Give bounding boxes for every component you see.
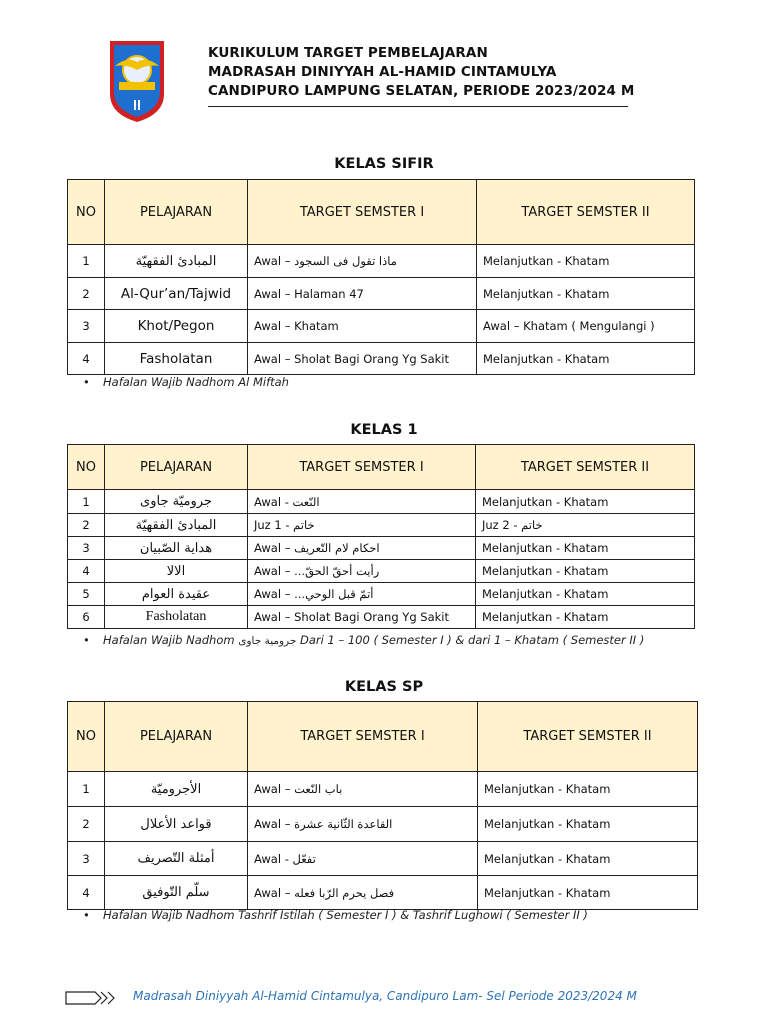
table-row xyxy=(68,807,698,842)
row-pelajaran: سلّم التّوفيق xyxy=(105,876,248,910)
note-text-arabic: جرومية جاوى xyxy=(238,635,297,647)
table-row xyxy=(68,842,698,876)
row-pelajaran: هداية الصّبيان xyxy=(105,537,248,560)
row-sem1 xyxy=(248,842,478,876)
sem1-arabic: ماذا تقول فى السجود xyxy=(294,254,397,268)
sem2-prefix: Juz 2 - xyxy=(482,518,518,532)
row-no: 2 xyxy=(68,278,105,310)
header-sem2: TARGET SEMSTER II xyxy=(478,702,698,772)
header-pelajaran: PELAJARAN xyxy=(105,702,248,772)
row-no: 4 xyxy=(68,560,105,583)
row-sem1 xyxy=(248,560,476,583)
row-no: 4 xyxy=(68,343,105,375)
header-line-1: KURIKULUM TARGET PEMBELAJARAN xyxy=(208,45,488,61)
note-kelas1: • Hafalan Wajib Nadhom جرومية جاوى Dari 1 – 100 ( Semester I ) & dari 1 – Khatam ( Semester II ) xyxy=(83,633,645,647)
header-no: NO xyxy=(68,180,105,245)
row-no: 3 xyxy=(68,310,105,343)
sem1-arabic: احكام لام التّعريف xyxy=(294,541,380,555)
note-text: Hafalan Wajib Nadhom Al Miftah xyxy=(103,375,289,389)
table-row xyxy=(68,876,698,910)
table-header-row xyxy=(68,180,695,245)
row-sem2: Melanjutkan - Khatam xyxy=(478,876,698,910)
row-pelajaran: الالا xyxy=(105,560,248,583)
row-pelajaran: Al-Qur’an/Tajwid xyxy=(105,278,248,310)
row-sem2: Melanjutkan - Khatam xyxy=(477,343,695,375)
row-pelajaran: الأجروميّة xyxy=(105,772,248,807)
note-kelassp: • Hafalan Wajib Nadhom Tashrif Istilah ( Semester I ) & Tashrif Lughowi ( Semester II ) xyxy=(83,908,588,922)
table-row xyxy=(68,583,695,606)
table-row xyxy=(68,514,695,537)
header-sem1: TARGET SEMSTER I xyxy=(248,702,478,772)
note-text: Hafalan Wajib Nadhom Tashrif Istilah ( Semester I ) & Tashrif Lughowi ( Semester II ) xyxy=(103,908,588,922)
row-no: 3 xyxy=(68,842,105,876)
sem1-arabic: خاتم xyxy=(293,518,315,532)
page-footer xyxy=(65,988,715,1008)
row-sem2: Melanjutkan - Khatam xyxy=(476,606,695,629)
row-no: 1 xyxy=(68,490,105,514)
row-sem1: Awal – Khatam xyxy=(248,310,477,343)
row-no: 2 xyxy=(68,514,105,537)
row-pelajaran: Khot/Pegon xyxy=(105,310,248,343)
section-title-kelassp: KELAS SP xyxy=(344,679,424,695)
row-pelajaran: Fasholatan xyxy=(105,343,248,375)
sem1-prefix: Awal – xyxy=(254,587,291,601)
row-sem2: Melanjutkan - Khatam xyxy=(477,278,695,310)
sem1-prefix: Juz 1 - xyxy=(254,518,290,532)
note-sifir: • Hafalan Wajib Nadhom Al Miftah xyxy=(83,375,289,389)
row-pelajaran: عقيدة العوام xyxy=(105,583,248,606)
row-sem2: Melanjutkan - Khatam xyxy=(478,772,698,807)
row-sem2: Melanjutkan - Khatam xyxy=(476,560,695,583)
sem1-prefix: Awal – xyxy=(254,782,291,796)
table-row xyxy=(68,560,695,583)
sem1-arabic: أتمّ قبل الوحي... xyxy=(294,587,374,601)
sem1-prefix: Awal – xyxy=(254,541,291,555)
sem1-arabic: النّعت xyxy=(292,494,320,509)
table-sifir xyxy=(67,179,695,375)
row-sem1: Awal – Sholat Bagi Orang Yg Sakit xyxy=(248,343,477,375)
section-title-sifir: KELAS SIFIR xyxy=(334,156,434,172)
header-line-3: CANDIPURO LAMPUNG SELATAN, PERIODE 2023/2024 M xyxy=(208,83,635,99)
table-row xyxy=(68,537,695,560)
sem1-prefix: Awal - xyxy=(254,494,289,509)
table-kelas1 xyxy=(67,444,695,629)
sem1-arabic: فصل يحرم الرّبا فعله xyxy=(294,885,395,900)
row-sem1: Awal – Halaman 47 xyxy=(248,278,477,310)
row-sem1 xyxy=(248,490,476,514)
row-no: 5 xyxy=(68,583,105,606)
row-sem1 xyxy=(248,583,476,606)
row-sem2: Melanjutkan - Khatam xyxy=(476,537,695,560)
row-sem2: Awal – Khatam ( Mengulangi ) xyxy=(477,310,695,343)
row-no: 2 xyxy=(68,807,105,842)
sem1-prefix: Awal – xyxy=(254,564,291,578)
row-sem1 xyxy=(248,245,477,278)
sem1-prefix: Awal – xyxy=(254,885,291,900)
table-row xyxy=(68,278,695,310)
header-sem2: TARGET SEMSTER II xyxy=(476,445,695,490)
table-row xyxy=(68,343,695,375)
row-pelajaran: جروميّة جاوى xyxy=(105,490,248,514)
row-sem2: Melanjutkan - Khatam xyxy=(478,807,698,842)
row-sem1 xyxy=(248,537,476,560)
row-no: 6 xyxy=(68,606,105,629)
row-pelajaran: Fasholatan xyxy=(105,606,248,629)
sem1-arabic: باب النّعت xyxy=(294,782,343,796)
row-pelajaran: المبادئ الفقهيّة xyxy=(105,514,248,537)
row-sem2: Melanjutkan - Khatam xyxy=(476,490,695,514)
sem1-prefix: Awal – xyxy=(254,254,291,268)
row-sem2: Melanjutkan - Khatam xyxy=(478,842,698,876)
table-header-row xyxy=(68,702,698,772)
table-row xyxy=(68,245,695,278)
header-line-2: MADRASAH DINIYYAH AL-HAMID CINTAMULYA xyxy=(208,64,557,80)
header-no: NO xyxy=(68,702,105,772)
row-pelajaran: المبادئ الفقهيّة xyxy=(105,245,248,278)
header-divider xyxy=(208,106,628,107)
sem1-prefix: Awal – xyxy=(254,817,291,831)
row-pelajaran: قواعد الأعلال xyxy=(105,807,248,842)
header-pelajaran: PELAJARAN xyxy=(105,180,248,245)
sem1-arabic: القاعدة الثّانية عشرة xyxy=(294,817,393,831)
row-no: 1 xyxy=(68,772,105,807)
section-title-kelas1: KELAS 1 xyxy=(350,422,418,438)
row-sem1: Awal – Sholat Bagi Orang Yg Sakit xyxy=(248,606,476,629)
row-no: 3 xyxy=(68,537,105,560)
header-no: NO xyxy=(68,445,105,490)
row-sem1 xyxy=(248,514,476,537)
row-sem2 xyxy=(476,514,695,537)
row-pelajaran: أمثلة التّصريف xyxy=(105,842,248,876)
document-header xyxy=(208,44,634,101)
sem1-arabic: رأيت أحقّ الحقّ... xyxy=(294,564,380,578)
table-row xyxy=(68,490,695,514)
sem1-prefix: Awal - xyxy=(254,851,289,866)
note-text-b: Dari 1 – 100 ( Semester I ) & dari 1 – Khatam ( Semester II ) xyxy=(296,633,645,647)
row-sem1 xyxy=(248,876,478,910)
table-row xyxy=(68,606,695,629)
row-no: 4 xyxy=(68,876,105,910)
double-chevron-arrow-icon xyxy=(65,990,119,1006)
row-sem2: Melanjutkan - Khatam xyxy=(476,583,695,606)
pesantren-crest-logo xyxy=(107,38,167,124)
table-row xyxy=(68,310,695,343)
row-sem1 xyxy=(248,772,478,807)
school-logo xyxy=(107,38,167,124)
header-sem2: TARGET SEMSTER II xyxy=(477,180,695,245)
row-sem2: Melanjutkan - Khatam xyxy=(477,245,695,278)
header-sem1: TARGET SEMSTER I xyxy=(248,445,476,490)
note-text-a: Hafalan Wajib Nadhom xyxy=(103,633,239,647)
table-kelassp xyxy=(67,701,698,910)
row-no: 1 xyxy=(68,245,105,278)
table-header-row xyxy=(68,445,695,490)
header-sem1: TARGET SEMSTER I xyxy=(248,180,477,245)
footer-text: Madrasah Diniyyah Al-Hamid Cintamulya, Candipuro Lam- Sel Periode 2023/2024 M xyxy=(133,989,637,1003)
sem1-arabic: تفعّل xyxy=(292,851,316,866)
table-row xyxy=(68,772,698,807)
header-pelajaran: PELAJARAN xyxy=(105,445,248,490)
row-sem1 xyxy=(248,807,478,842)
sem2-arabic: خاتم xyxy=(521,518,543,532)
